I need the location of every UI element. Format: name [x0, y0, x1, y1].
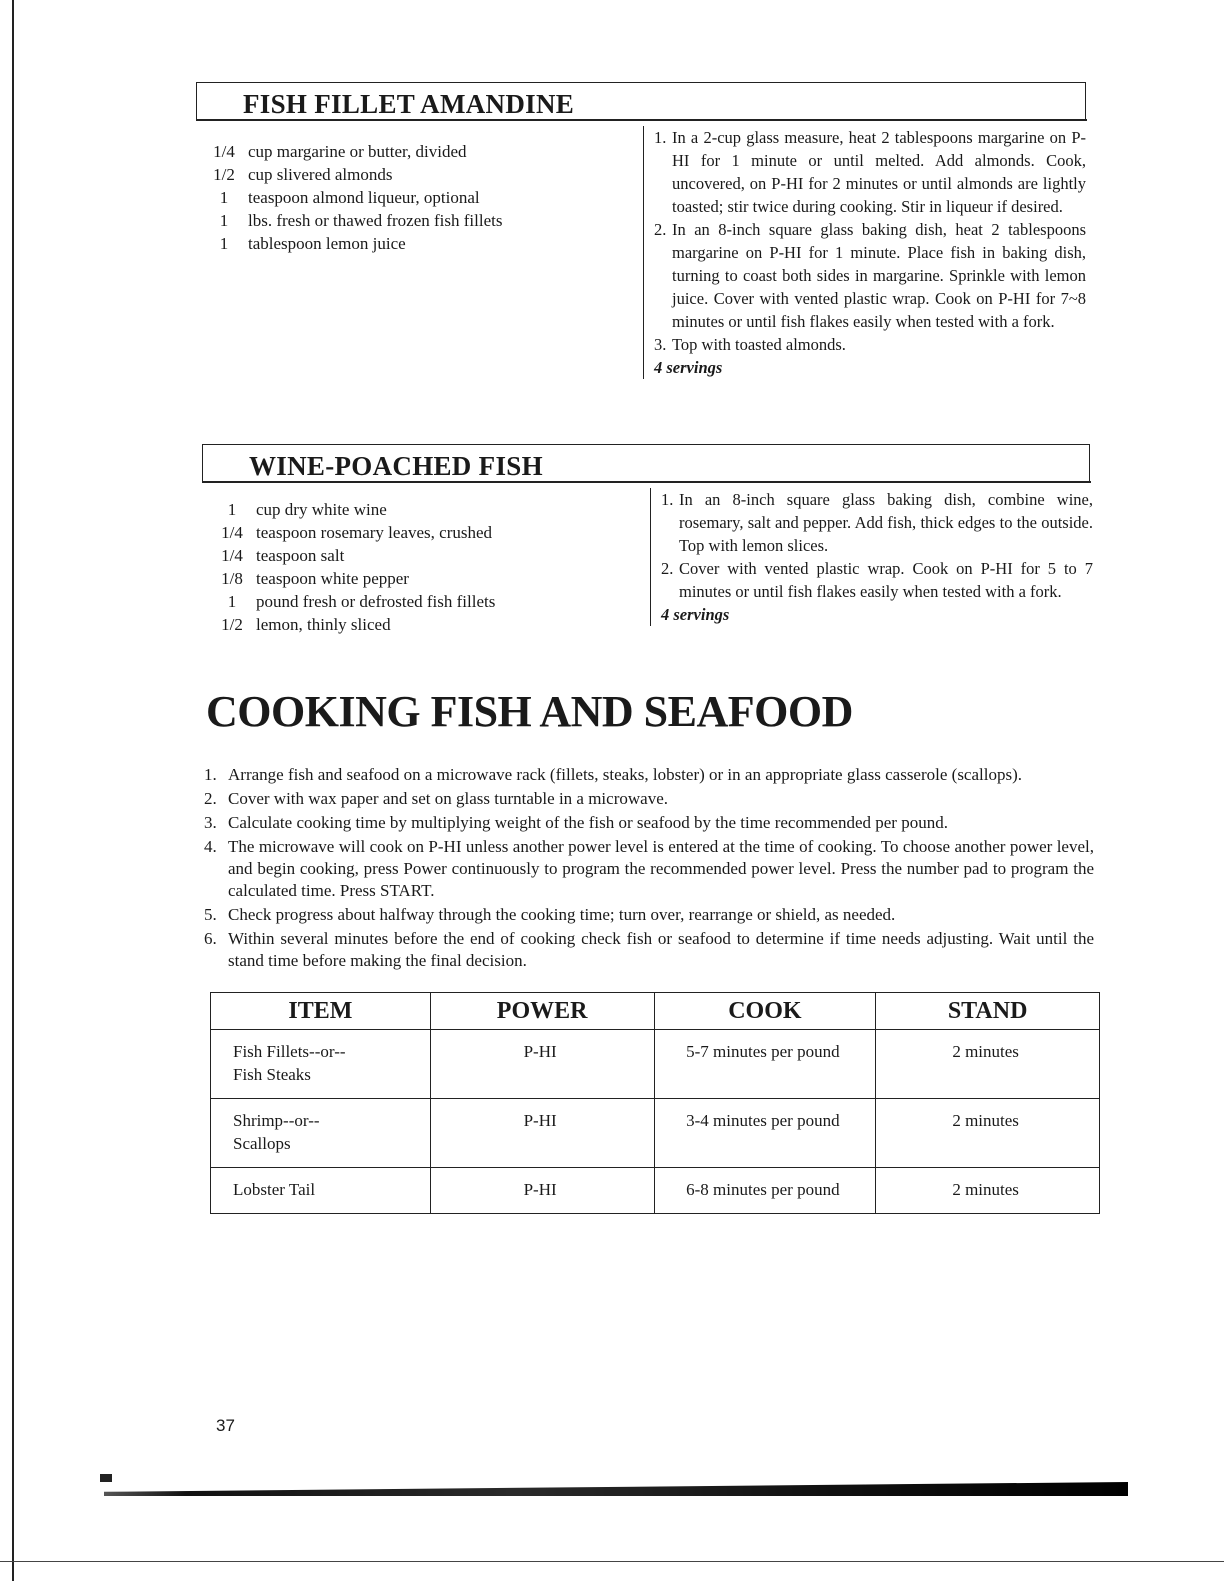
ingredient-row: [208, 590, 638, 613]
instruction-item: [204, 904, 1094, 926]
ingredient-text: tablespoon lemon juice: [248, 234, 406, 253]
ingredient-row: [208, 521, 638, 544]
ingredient-row: [208, 567, 638, 590]
cell-power: P-HI: [430, 1099, 654, 1168]
step-number: 1.: [654, 128, 667, 147]
item-line: Shrimp--or--: [233, 1111, 320, 1130]
instruction-number: 5.: [204, 905, 217, 924]
instruction-number: 6.: [204, 929, 217, 948]
ingredient-qty: 1: [219, 211, 229, 230]
table-row: [211, 1030, 1100, 1099]
cell-stand: 2 minutes: [876, 1099, 1100, 1168]
cell-power: P-HI: [430, 1168, 654, 1214]
cooking-table: [210, 992, 1100, 1214]
recipe-steps: [643, 126, 1086, 379]
cell-item: [211, 1030, 431, 1099]
ingredient-text: teaspoon white pepper: [256, 569, 409, 588]
recipe-step: [661, 488, 1093, 557]
header-stand: STAND: [876, 993, 1100, 1030]
instruction-item: [204, 928, 1094, 972]
recipe-step: [661, 557, 1093, 603]
ingredient-list: [200, 140, 630, 255]
header-rule: [203, 481, 1091, 483]
header-cook: COOK: [654, 993, 876, 1030]
section-title: COOKING FISH AND SEAFOOD: [206, 687, 853, 736]
recipe-title: WINE-POACHED FISH: [249, 451, 543, 481]
recipe-step: [654, 218, 1086, 333]
cell-power: P-HI: [430, 1030, 654, 1099]
cell-item: [211, 1099, 431, 1168]
ingredient-qty: 1: [227, 592, 237, 611]
ingredient-qty: 1/4: [221, 546, 243, 565]
ingredient-row: [200, 163, 630, 186]
ingredient-qty: 1: [219, 234, 229, 253]
item-line: Lobster Tail: [233, 1180, 316, 1199]
ingredient-text: teaspoon salt: [256, 546, 345, 565]
ingredient-qty: 1/4: [221, 523, 243, 542]
cell-cook: 6-8 minutes per pound: [654, 1168, 876, 1214]
instruction-text: Within several minutes before the end of cooking check fish or seafood to determine if time needs adjusting. Wait until the stand time before making the final decision.: [228, 929, 1094, 970]
instruction-number: 3.: [204, 813, 217, 832]
step-number: 2.: [654, 220, 667, 239]
ingredient-text: cup margarine or butter, divided: [248, 142, 467, 161]
step-text: Top with toasted almonds.: [672, 335, 846, 354]
instruction-number: 4.: [204, 837, 217, 856]
instruction-text: The microwave will cook on P-HI unless another power level is entered at the time of cooking. To choose another power level, and begin cooking, press Power continuously to program the recommended power level. Press the number pad to program the calculated time. Press START.: [228, 837, 1094, 900]
ingredient-qty: 1/4: [213, 142, 235, 161]
ingredient-text: cup slivered almonds: [248, 165, 393, 184]
instruction-text: Cover with wax paper and set on glass turntable in a microwave.: [228, 789, 668, 808]
scan-bottom-bar: [104, 1482, 1128, 1496]
ingredient-row: [200, 186, 630, 209]
ingredient-text: teaspoon almond liqueur, optional: [248, 188, 480, 207]
instruction-text: Check progress about halfway through the cooking time; turn over, rearrange or shield, as needed.: [228, 905, 896, 924]
ingredient-text: teaspoon rosemary leaves, crushed: [256, 523, 493, 542]
ingredient-row: [200, 232, 630, 255]
step-text: In a 2-cup glass measure, heat 2 tablespoons margarine on P-HI for 1 minute or until melted. Add almonds. Cook, uncovered, on P-HI for 2 minutes or until almonds are lightly toasted; stir twice during cooking. Stir in liqueur if desired.: [672, 128, 1086, 216]
header-item: ITEM: [211, 993, 431, 1030]
recipe-step: [654, 126, 1086, 218]
ingredient-row: [208, 613, 638, 636]
header-power: POWER: [430, 993, 654, 1030]
item-line: Fish Steaks: [233, 1065, 311, 1084]
ingredient-qty: 1/2: [221, 615, 243, 634]
cell-stand: 2 minutes: [876, 1168, 1100, 1214]
instruction-text: Arrange fish and seafood on a microwave rack (fillets, steaks, lobster) or in an appropriate glass casserole (scallops).: [228, 765, 1022, 784]
cell-stand: 2 minutes: [876, 1030, 1100, 1099]
ingredient-text: lbs. fresh or thawed frozen fish fillets: [248, 211, 503, 230]
ingredient-text: cup dry white wine: [256, 500, 387, 519]
instruction-list: [204, 764, 1094, 974]
header-rule: [197, 119, 1087, 121]
instruction-item: [204, 764, 1094, 786]
recipe-title: FISH FILLET AMANDINE: [243, 89, 575, 119]
page-edge-bottom: [0, 1561, 1224, 1562]
instruction-item: [204, 836, 1094, 902]
ingredient-row: [208, 544, 638, 567]
ingredient-row: [200, 209, 630, 232]
step-number: 2.: [661, 559, 674, 578]
table-row: [211, 1099, 1100, 1168]
step-text: Cover with vented plastic wrap. Cook on P-HI for 5 to 7 minutes or until fish flakes easily when tested with a fork.: [679, 559, 1093, 601]
ingredient-qty: 1: [227, 500, 237, 519]
item-line: Fish Fillets--or--: [233, 1042, 346, 1061]
ingredient-text: lemon, thinly sliced: [256, 615, 391, 634]
recipe-header-wine-poached-fish: [202, 444, 1090, 483]
table-row: [211, 1168, 1100, 1214]
ingredient-qty: 1: [219, 188, 229, 207]
ingredient-row: [200, 140, 630, 163]
recipe-steps: [650, 488, 1093, 626]
step-number: 1.: [661, 490, 674, 509]
instruction-text: Calculate cooking time by multiplying weight of the fish or seafood by the time recommended per pound.: [228, 813, 948, 832]
step-text: In an 8-inch square glass baking dish, combine wine, rosemary, salt and pepper. Add fish, thick edges to the outside. Top with lemon slices.: [679, 490, 1093, 555]
page-edge-left: [12, 0, 14, 1581]
recipe-header-fish-fillet-amandine: [196, 82, 1086, 121]
step-text: In an 8-inch square glass baking dish, heat 2 tablespoons margarine on P-HI for 1 minute. Place fish in baking dish, turning to coast both sides in margarine. Sprinkle with lemon juice. Cover with vented plastic wrap. Cook on P-HI for 7~8 minutes or until fish flakes easily when tested with a fork.: [672, 220, 1086, 331]
cell-cook: 3-4 minutes per pound: [654, 1099, 876, 1168]
ingredient-row: [208, 498, 638, 521]
recipe-yield: 4 servings: [654, 358, 723, 377]
ingredient-qty: 1/2: [213, 165, 235, 184]
cell-cook: 5-7 minutes per pound: [654, 1030, 876, 1099]
recipe-step: [654, 333, 1086, 356]
instruction-number: 1.: [204, 765, 217, 784]
page-number: 37: [216, 1416, 235, 1435]
ingredient-list: [208, 498, 638, 636]
cell-item: [211, 1168, 431, 1214]
table-header-row: [211, 993, 1100, 1030]
ingredient-text: pound fresh or defrosted fish fillets: [256, 592, 496, 611]
recipe-yield: 4 servings: [661, 605, 730, 624]
instruction-item: [204, 812, 1094, 834]
step-number: 3.: [654, 335, 667, 354]
item-line: Scallops: [233, 1134, 291, 1153]
ingredient-qty: 1/8: [221, 569, 243, 588]
instruction-number: 2.: [204, 789, 217, 808]
instruction-item: [204, 788, 1094, 810]
scan-mark: [100, 1474, 112, 1482]
